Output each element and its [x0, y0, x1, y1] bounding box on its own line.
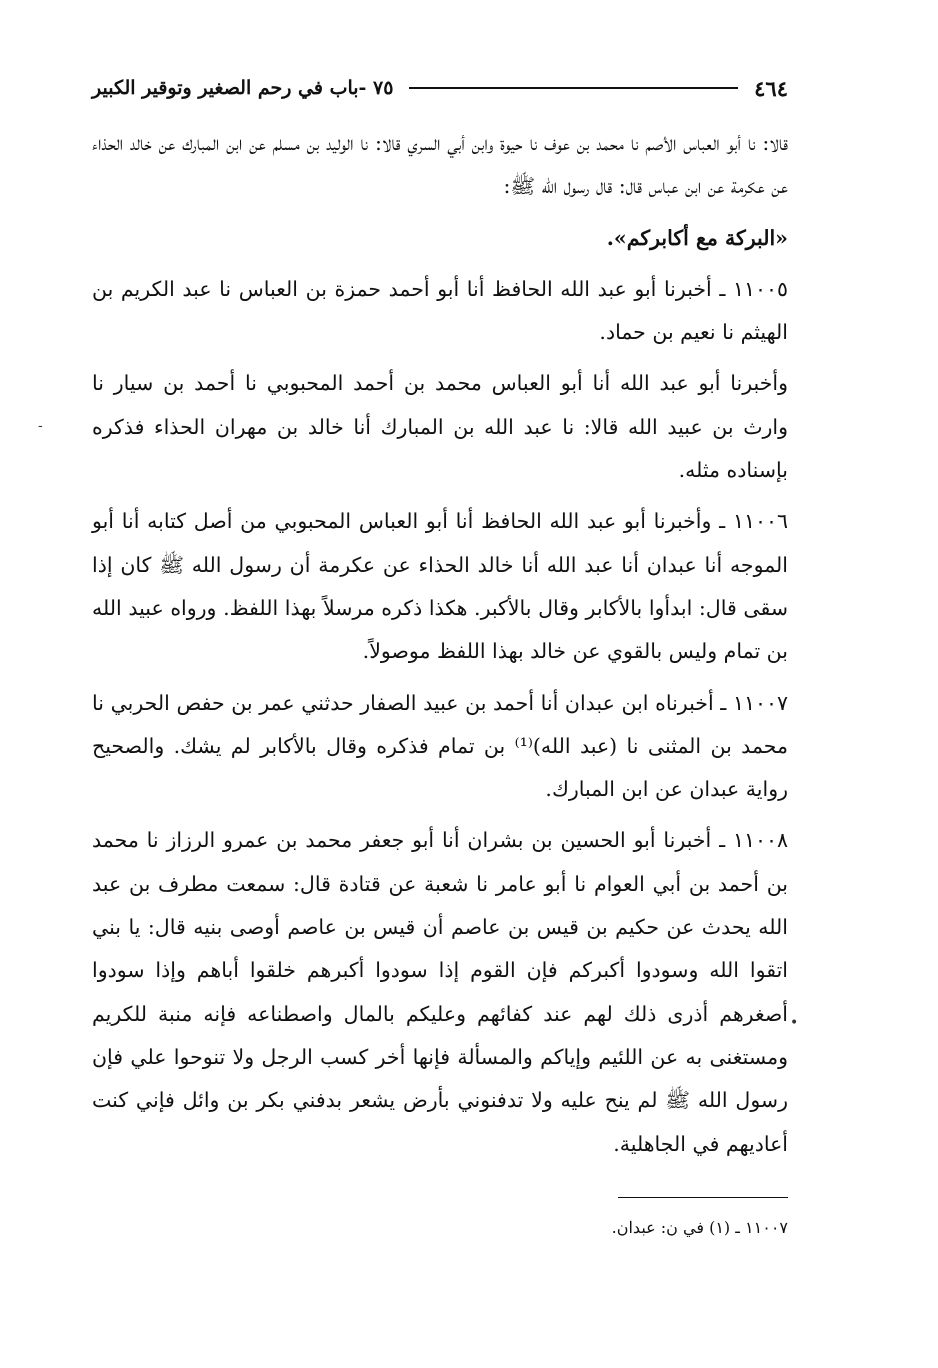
footnote-separator: [618, 1197, 788, 1198]
paragraph-11005: ١١٠٠٥ ـ أخبرنا أبو عبد الله الحافظ أنا أبو أحمد حمزة بن العباس نا عبد الكريم بن الهيثم نا نعيم بن حماد.: [92, 276, 788, 345]
margin-dot: •: [790, 1015, 799, 1031]
paragraph-11008: ١١٠٠٨ ـ أخبرنا أبو الحسين بن بشران أنا أبو جعفر محمد بن عمرو الرزاز نا محمد بن أحمد بن أبي العوام نا أبو عامر نا شعبة عن قتادة قال: سمعت مطرف بن عبد الله يحدث عن حكيم بن قيس بن عاصم أن قيس بن عاصم أوصى بنيه قال: يا بني اتقوا الله وسودوا أكبركم فإن القوم إذا سودوا أكبرهم خلقوا أباهم وإذا سودوا أصغرهم أذرى ذلك لهم عند كفائهم وعليكم بالمال واصطناعه فإنه منبة للكريم ومستغنى به عن اللئيم وإياكم والمسألة فإنها أخر كسب الرجل ولا تنوحوا علي فإن رسول الله ﷺ لم ينح عليه ولا تدفنوني بأرض يشعر بدفني بكر بن وائل فإني كنت أعاديهم في الجاهلية.: [92, 828, 788, 1156]
paragraph-isnad-1: قالا: نا أبو العباس الأصم نا محمد بن عوف نا حيوة وابن أبي السري قالا: نا الوليد بن مسلم عن ابن المبارك عن خالد الحذاء عن عكرمة عن ابن عباس قال: قال رسول الله ﷺ:: [92, 131, 788, 199]
main-text: [92, 122, 788, 1174]
footnote: ١١٠٠٧ ـ (١) في ن: عبدان.: [611, 1218, 788, 1237]
page-header: [92, 68, 788, 108]
header-rule: [409, 87, 738, 89]
paragraph-11007: ١١٠٠٧ ـ أخبرناه ابن عبدان أنا أحمد بن عبيد الصفار حدثني عمر بن حفص الحربي نا محمد بن المثنى نا (عبد الله)⁽¹⁾ بن تمام فذكره وقال بالأكابر لم يشك. والصحيح رواية عبدان عن ابن المبارك.: [92, 690, 789, 802]
paragraph-hadith-quote: «البركة مع أكابركم».: [606, 225, 788, 250]
paragraph-11005-alt-isnad: وأخبرنا أبو عبد الله أنا أبو العباس محمد بن أحمد المحبوبي نا أحمد بن سيار نا وارث بن عبيد الله قالا: نا عبد الله بن المبارك أنا خالد بن مهران الحذاء فذكره بإسناده مثله.: [92, 371, 788, 483]
margin-dash: -: [38, 418, 43, 434]
paragraph-11006: ١١٠٠٦ ـ وأخبرنا أبو عبد الله الحافظ أنا أبو العباس المحبوبي من أصل كتابه أنا أبو الموجه أنا عبدان أنا عبد الله أنا خالد الحذاء عن عكرمة أن رسول الله ﷺ كان إذا سقى قال: ابدأوا بالأكابر وقال بالأكبر. هكذا ذكره مرسلاً بهذا اللفظ. ورواه عبيد الله بن تمام وليس بالقوي عن خالد بهذا اللفظ موصولاً.: [92, 509, 788, 664]
page-number: ٤٦٤: [754, 75, 788, 101]
running-title: ٧٥ -باب في رحم الصغير وتوقير الكبير: [92, 77, 394, 99]
